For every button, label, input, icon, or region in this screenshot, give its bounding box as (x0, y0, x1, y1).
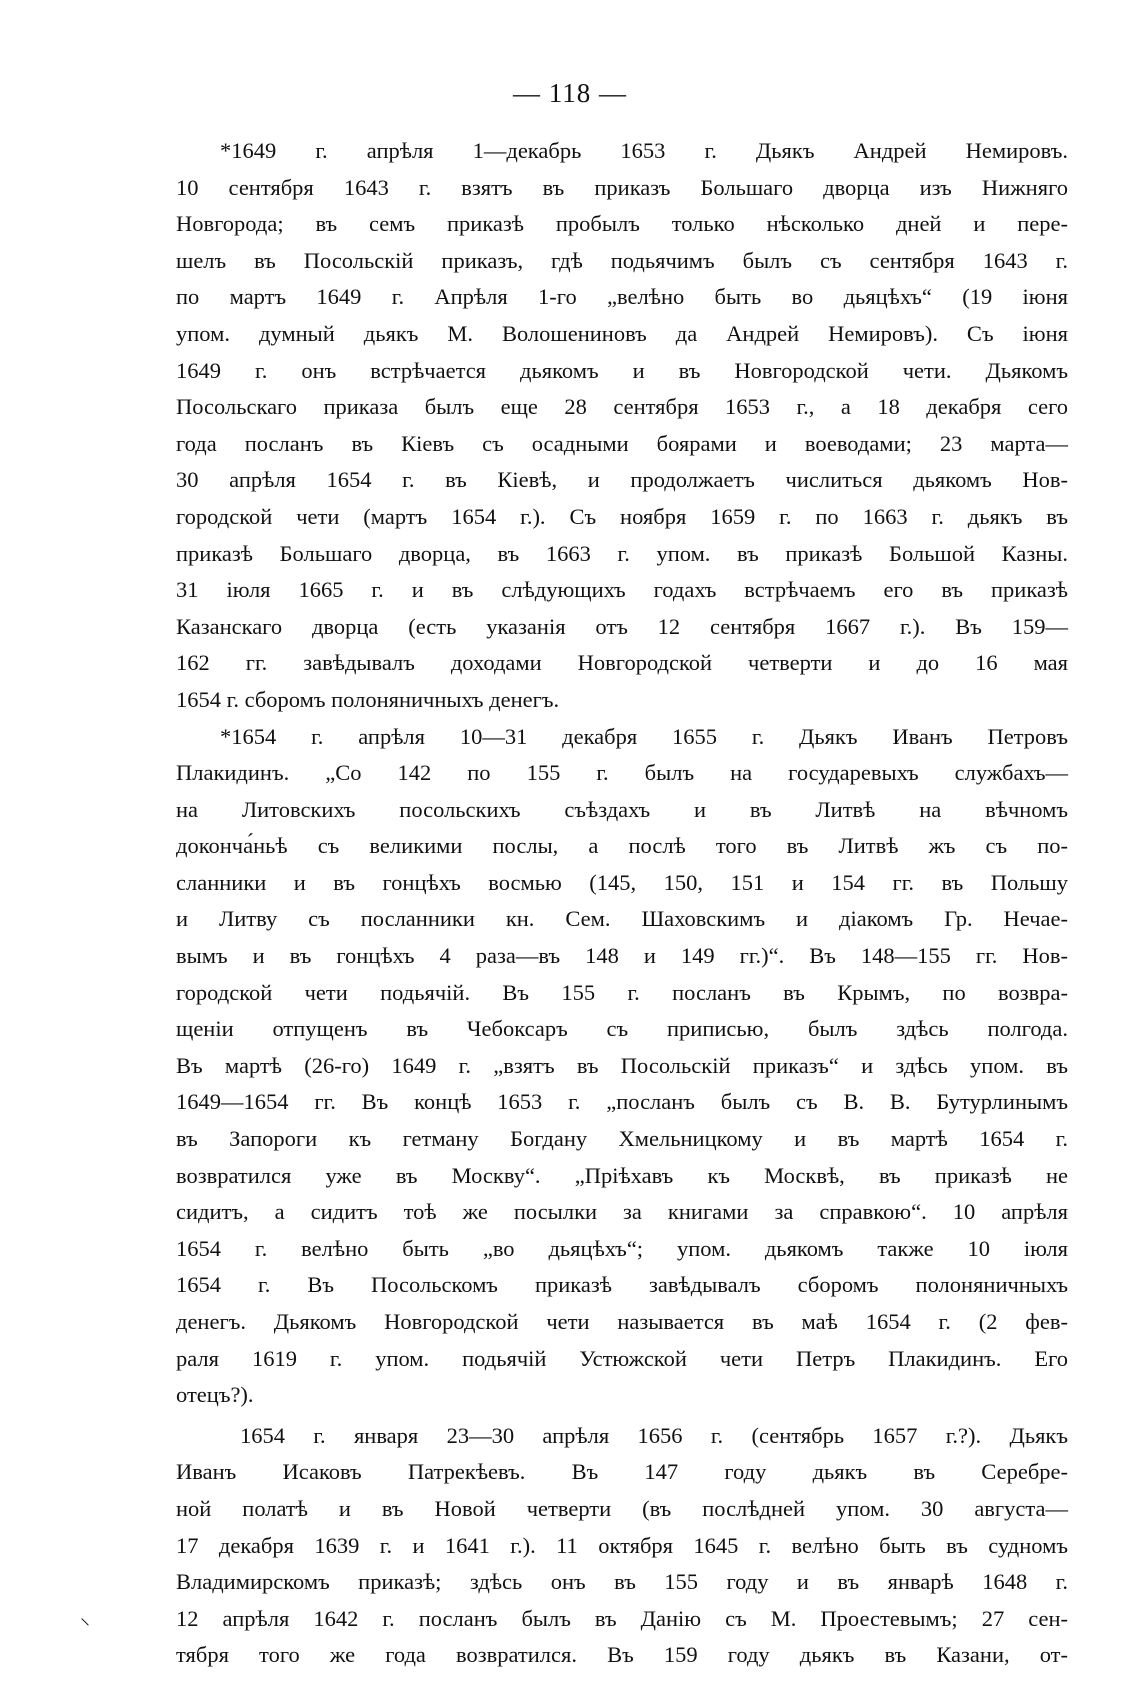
text-line: городской чети подьячій. Въ 155 г. посланъ въ Крымъ, по возвра- (176, 979, 1068, 1005)
text-line: упом. думный дьякъ М. Волошениновъ да Андрей Немировъ). Съ іюня (176, 320, 1068, 346)
text-line: городской чети (мартъ 1654 г.). Съ ноября 1659 г. по 1663 г. дьякъ въ (176, 503, 1068, 529)
text-line: возвратился уже въ Москву“. „Пріѣхавъ къ Москвѣ, въ приказѣ не (176, 1162, 1068, 1188)
text-line: Новгорода; въ семъ приказѣ пробылъ только нѣсколько дней и пере- (176, 211, 1068, 237)
text-line: шелъ въ Посольскій приказъ, гдѣ подьячимъ былъ съ сентября 1643 г. (176, 247, 1068, 273)
text-line: Въ мартѣ (26-го) 1649 г. „взятъ въ Посольскій приказъ“ и здѣсь упом. въ (176, 1052, 1068, 1078)
text-line: 31 іюля 1665 г. и въ слѣдующихъ годахъ встрѣчаемъ его въ приказѣ (176, 577, 1068, 603)
text-line: и Литву съ посланники кн. Сем. Шаховскимъ и діакомъ Гр. Нечае- (176, 906, 1068, 932)
text-line: *1649 г. апрѣля 1—декабрь 1653 г. Дьякъ Андрей Немировъ. (220, 138, 1068, 163)
text-line: 1649—1654 гг. Въ концѣ 1653 г. „посланъ былъ съ В. В. Бутурлинымъ (176, 1089, 1068, 1115)
text-line: 1654 г. сборомъ полоняничныхъ денегъ. (176, 686, 560, 712)
text-line: въ Запороги къ гетману Богдану Хмельницкому и въ мартѣ 1654 г. (176, 1126, 1068, 1152)
text-line: *1654 г. апрѣля 10—31 декабря 1655 г. Дьякъ Иванъ Петровъ (220, 723, 1068, 749)
text-line: доконча́ньѣ съ великими послы, а послѣ того въ Литвѣ жъ съ по- (176, 833, 1068, 859)
text-line: на Литовскихъ посольскихъ съѣздахъ и въ Литвѣ на вѣчномъ (176, 796, 1068, 822)
text-line: 1654 г. велѣно быть „во дьяцѣхъ“; упом. дьякомъ также 10 іюля (176, 1235, 1068, 1261)
page-number: — 118 — (513, 78, 627, 108)
text-line: 10 сентября 1643 г. взятъ въ приказъ Большаго дворца изъ Нижняго (176, 174, 1068, 200)
stray-mark: ⸜ (80, 1607, 90, 1629)
text-line: тября того же года возвратился. Въ 159 году дьякъ въ Казани, от- (176, 1642, 1068, 1668)
text-line: Казанскаго дворца (есть указанія отъ 12 сентября 1667 г.). Въ 159— (176, 613, 1068, 639)
text-line: щеніи отпущенъ въ Чебоксаръ съ приписью, былъ здѣсь полгода. (176, 1016, 1068, 1042)
text-line: вымъ и въ гонцѣхъ 4 раза—въ 148 и 149 гг.)“. Въ 148—155 гг. Нов- (176, 943, 1068, 969)
text-line: 1654 г. января 23—30 апрѣля 1656 г. (сентябрь 1657 г.?). Дьякъ (240, 1422, 1068, 1448)
text-line: денегъ. Дьякомъ Новгородской чети называется въ маѣ 1654 г. (2 фев- (176, 1309, 1068, 1334)
text-line: 30 апрѣля 1654 г. въ Кіевѣ, и продолжаетъ числиться дьякомъ Нов- (176, 467, 1068, 493)
text-line: сланники и въ гонцѣхъ восмью (145, 150, 151 и 154 гг. въ Польшу (176, 869, 1068, 895)
text-line: 162 гг. завѣдывалъ доходами Новгородской четверти и до 16 мая (176, 650, 1068, 676)
text-line: по мартъ 1649 г. Апрѣля 1-го „велѣно быть во дьяцѣхъ“ (19 іюня (176, 284, 1068, 310)
text-line: 1654 г. Въ Посольскомъ приказѣ завѣдывалъ сборомъ полоняничныхъ (176, 1272, 1068, 1298)
text-line: Посольскаго приказа былъ еще 28 сентября 1653 г., а 18 декабря сего (176, 394, 1068, 420)
text-line: раля 1619 г. упом. подьячій Устюжской чети Петръ Плакидинъ. Его (176, 1345, 1068, 1371)
text-line: сидитъ, а сидитъ тоѣ же посылки за книгами за справкою“. 10 апрѣля (176, 1199, 1068, 1225)
text-line: года посланъ въ Кіевъ съ осадными боярами и воеводами; 23 марта— (176, 430, 1068, 456)
text-line: 1649 г. онъ встрѣчается дьякомъ и въ Новгородской чети. Дьякомъ (176, 357, 1068, 383)
text-line: приказѣ Большаго дворца, въ 1663 г. упом. въ приказѣ Большой Казны. (176, 540, 1068, 566)
text-block (176, 133, 1068, 1674)
text-line: 17 декабря 1639 г. и 1641 г.). 11 октября 1645 г. велѣно быть въ судномъ (176, 1532, 1068, 1558)
text-line: Плакидинъ. „Со 142 по 155 г. былъ на государевыхъ службахъ— (176, 760, 1068, 786)
text-line: 12 апрѣля 1642 г. посланъ былъ въ Данію съ М. Проестевымъ; 27 сен- (176, 1605, 1068, 1631)
text-line: Иванъ Исаковъ Патрекѣевъ. Въ 147 году дьякъ въ Серебре- (176, 1459, 1068, 1485)
text-line: ной полатѣ и въ Новой четверти (въ послѣдней упом. 30 августа— (176, 1495, 1068, 1521)
text-line: Владимирскомъ приказѣ; здѣсь онъ въ 155 году и въ январѣ 1648 г. (176, 1569, 1068, 1595)
text-line: отецъ?). (176, 1382, 254, 1408)
